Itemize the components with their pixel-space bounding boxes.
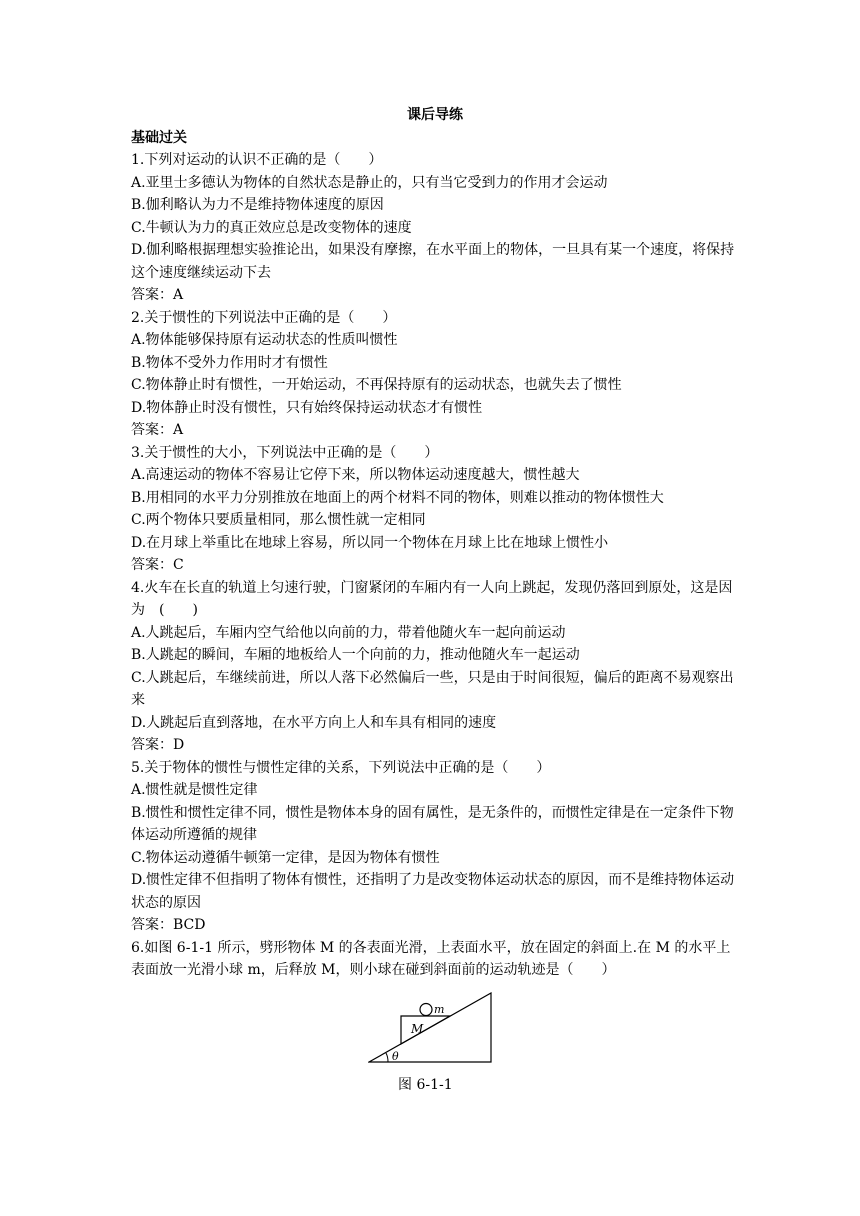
option-b: B.人跳起的瞬间，车厢的地板给人一个向前的力，推动他随火车一起运动 [131, 647, 580, 663]
option-a: A.惯性就是惯性定律 [131, 782, 258, 798]
option-c: C.物体静止时有惯性，一开始运动，不再保持原有的运动状态，也就失去了惯性 [131, 377, 622, 393]
option-d: D.人跳起后直到落地，在水平方向上人和车具有相同的速度 [131, 714, 497, 731]
question-stem: 1.下列对运动的认识不正确的是（ ） [131, 152, 383, 168]
option-a: A.高速运动的物体不容易让它停下来，所以物体运动速度越大，惯性越大 [131, 467, 580, 483]
option-a: A.物体能够保持原有运动状态的性质叫惯性 [131, 332, 398, 348]
option-d: D.在月球上举重比在地球上容易，所以同一个物体在月球上比在地球上惯性小 [131, 534, 609, 551]
answer: 答案：BCD [131, 917, 206, 933]
option-b: B.用相同的水平力分别推放在地面上的两个材料不同的物体，则难以推动的物体惯性大 [131, 489, 664, 506]
option-c: C.牛顿认为力的真正效应总是改变物体的速度 [131, 219, 412, 236]
option-b: B.物体不受外力作用时才有惯性 [131, 354, 328, 371]
page-title: 课后导练 [407, 107, 463, 123]
question-stem: 6.如图 6-1-1 所示，劈形物体 M 的各表面光滑，上表面水平，放在固定的斜面上.在 M 的水平上表面放一光滑小球 m，后释放 M，则小球在碰到斜面前的运动轨迹是（ ） [131, 939, 731, 978]
question-2 [131, 307, 739, 442]
question-6 [131, 937, 739, 982]
answer: 答案：D [131, 737, 185, 753]
option-b: B.惯性和惯性定律不同，惯性是物体本身的固有属性，是无条件的，而惯性定律是在一定条件下物体运动所遵循的规律 [131, 804, 734, 843]
question-4 [131, 577, 739, 757]
option-c: C.两个物体只要质量相同，那么惯性就一定相同 [131, 512, 426, 528]
incline-figure [368, 992, 492, 1064]
option-d: D.惯性定律不但指明了物体有惯性，还指明了力是改变物体运动状态的原因，而不是维持物体运动状态的原因 [131, 872, 735, 911]
question-stem: 5.关于物体的惯性与惯性定律的关系，下列说法中正确的是（ ） [131, 759, 551, 776]
figure-caption: 图 6-1-1 [398, 1077, 453, 1093]
question-3 [131, 442, 739, 577]
option-c: C.人跳起后，车继续前进，所以人落下必然偏后一些，只是由于时间很短，偏后的距离不易观察出来 [131, 669, 734, 708]
option-b: B.伽利略认为力不是维持物体速度的原因 [131, 197, 384, 213]
label-M: M [411, 1022, 424, 1036]
section-heading: 基础过关 [131, 129, 187, 146]
document-page [131, 104, 739, 982]
label-m: m [434, 1003, 445, 1016]
answer: 答案：A [131, 422, 184, 438]
question-stem: 4.火车在长直的轨道上匀速行驶，门窗紧闭的车厢内有一人向上跳起，发现仍落回到原处，这是因为 ( ) [131, 579, 733, 618]
answer: 答案：A [131, 287, 184, 303]
option-c: C.物体运动遵循牛顿第一定律，是因为物体有惯性 [131, 849, 440, 866]
answer: 答案：C [131, 557, 184, 573]
question-stem: 2.关于惯性的下列说法中正确的是（ ） [131, 309, 397, 326]
option-d: D.伽利略根据理想实验推论出，如果没有摩擦，在水平面上的物体，一旦具有某一个速度，将保持这个速度继续运动下去 [131, 242, 735, 281]
angle-arc [386, 1053, 388, 1062]
option-a: A.亚里士多德认为物体的自然状态是静止的，只有当它受到力的作用才会运动 [131, 174, 608, 191]
question-1 [131, 149, 739, 307]
option-d: D.物体静止时没有惯性，只有始终保持运动状态才有惯性 [131, 399, 483, 416]
wedge-M [401, 1016, 450, 1044]
question-stem: 3.关于惯性的大小，下列说法中正确的是（ ） [131, 444, 439, 461]
label-theta: θ [392, 1050, 399, 1063]
ball-m [420, 1004, 432, 1016]
question-5 [131, 757, 739, 937]
option-a: A.人跳起后，车厢内空气给他以向前的力，带着他随火车一起向前运动 [131, 624, 566, 641]
